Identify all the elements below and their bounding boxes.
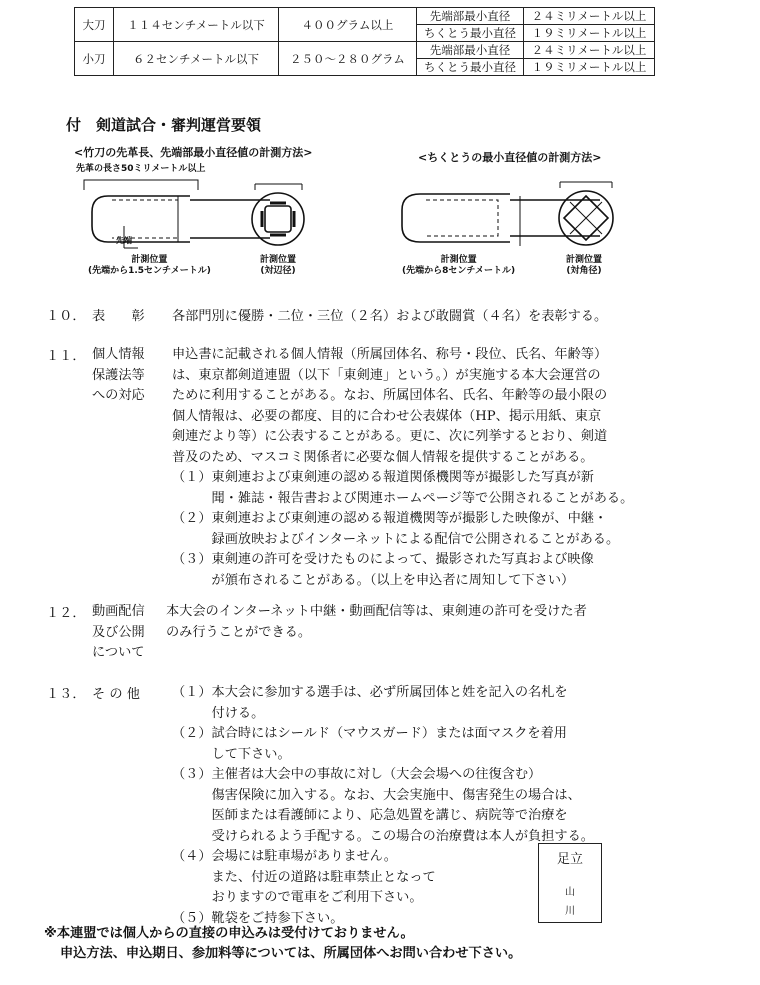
section-11-heading	[92, 345, 145, 407]
body-line: 聞・雑誌・報告書および関連ホームページ等で公開されることがある。	[172, 490, 634, 506]
body-line: （４）会場には駐車場がありません。	[172, 849, 397, 864]
section-10-body: 各部門別に優勝・二位・三位（２名）および敢闘賞（４名）を表彰する。	[172, 309, 608, 324]
right-position-a: 計測位置 (先端から8センチメートル)	[402, 255, 516, 276]
body-line: （２）試合時にはシールド（マウスガード）または面マスクを着用	[172, 726, 567, 741]
row-d2-value: １９ミリメートル以上	[524, 59, 655, 76]
row-length: ６２センチメートル以下	[114, 42, 279, 76]
body-line: 医師または看護師により、応急処置を講じ、病院等で治療を	[172, 808, 568, 823]
section-12-heading	[92, 602, 145, 664]
row-d1-label: 先端部最小直径	[417, 42, 524, 59]
section-13-number: １３．	[46, 687, 86, 702]
heading-line: 個人情報	[92, 347, 145, 362]
spec-table	[74, 7, 655, 76]
section-11-body	[172, 345, 633, 591]
body-line: 付ける。	[172, 705, 265, 721]
body-line: （２）東剣連および東剣連の認める報道機関等が撮影した映像が、中継・	[172, 511, 608, 526]
shinai-tip-outline	[92, 196, 190, 242]
row-d1-label: 先端部最小直径	[417, 8, 524, 25]
left-position-b: 計測位置 (対辺径)	[260, 255, 297, 276]
section-11-number: １１．	[46, 349, 86, 364]
heading-line: 動画配信	[92, 604, 145, 619]
section-10-heading: 表 彰	[92, 309, 145, 324]
body-line: （３）東剣連の許可を受けたものによって、撮影された写真および映像	[172, 552, 594, 567]
right-figure-caption: <ちくとうの最小直径値の計測方法>	[418, 151, 602, 164]
body-line: （３）主催者は大会中の事故に対し（大会会場への往復含む）	[172, 767, 542, 782]
stamp-bot: 川	[565, 906, 575, 917]
body-line: （５）靴袋をご持参下さい。	[172, 910, 344, 926]
measurement-diagram	[80, 176, 730, 258]
section-12-number: １２．	[46, 606, 86, 621]
left-figure-note: 先革の長さ50ミリメートル以上	[76, 164, 206, 174]
row-d1-value: ２４ミリメートル以上	[524, 42, 655, 59]
row-d2-label: ちくとう最小直径	[417, 59, 524, 76]
table-row	[75, 8, 655, 25]
heading-line: 保護法等	[92, 367, 145, 383]
stamp-box	[538, 843, 602, 923]
row-weight: ２５０～２８０グラム	[279, 42, 417, 76]
left-figure-caption: <竹刀の先革長、先端部最小直径値の計測方法>	[74, 146, 313, 159]
body-line: 受けられるよう手配する。この場合の治療費は本人が負担する。	[172, 828, 594, 844]
body-line: 本大会のインターネット中継・動画配信等は、東剣連の許可を受けた者	[166, 604, 587, 619]
row-d1-value: ２４ミリメートル以上	[524, 8, 655, 25]
table-row	[75, 42, 655, 59]
body-line: （１）本大会に参加する選手は、必ず所属団体と姓を記入の名札を	[172, 685, 568, 700]
body-line: 録画放映およびインターネットによる配信で公開されることがある。	[172, 531, 620, 547]
body-line: は、東京都剣道連盟（以下「東剣連」という。）が実施する本大会運営の	[172, 367, 601, 383]
row-length: １１４センチメートル以下	[114, 8, 279, 42]
row-d2-value: １９ミリメートル以上	[524, 25, 655, 42]
body-line: して下さい。	[172, 746, 291, 762]
section-10-number: １０．	[46, 309, 86, 324]
body-line: 普及のため、マスコミ関係者に必要な個人情報を提供することがある。	[172, 449, 594, 465]
heading-line: について	[92, 645, 145, 660]
body-line: 剣連だより等）に公表することがある。更に、次に列挙するとおり、剣道	[172, 429, 608, 444]
stamp-mid: 山	[565, 887, 575, 898]
section-13-body	[172, 683, 594, 929]
body-line: また、付近の道路は駐車禁止となって	[172, 869, 436, 885]
section-13-heading: そ の 他	[92, 687, 140, 702]
body-line: 個人情報は、必要の都度、目的に合わせ公表媒体（HP、掲示用紙、東京	[172, 408, 602, 424]
row-name: 小刀	[75, 42, 114, 76]
section-12-body	[166, 602, 587, 643]
appendix-title: 付 剣道試合・審判運営要領	[66, 116, 262, 134]
footer-inquiry: 申込方法、申込期日、参加料等については、所属団体へお問い合わせ下さい。	[60, 946, 522, 961]
body-line: おりますので電車をご利用下さい。	[172, 890, 423, 905]
body-line: が頒布されることがある。（以上を申込者に周知して下さい）	[172, 572, 575, 588]
left-tip-mark	[116, 236, 132, 245]
body-line: （１）東剣連および東剣連の認める報道関係機関等が撮影した写真が新	[172, 470, 594, 485]
body-line: 傷害保険に加入する。なお、大会実施中、傷害発生の場合は、	[172, 787, 581, 803]
heading-line: 及び公開	[92, 624, 145, 640]
tip-mark-text: 先端	[116, 236, 132, 245]
body-line: ために利用することがある。なお、所属団体名、氏名、年齢等の最小限の	[172, 388, 608, 403]
right-position-b: 計測位置 (対角径)	[566, 255, 603, 276]
body-line: 申込書に記載される個人情報（所属団体名、称号・段位、氏名、年齢等）	[172, 347, 608, 362]
left-position-a: 計測位置 (先端から1.5センチメートル)	[88, 255, 211, 276]
body-line: のみ行うことができる。	[166, 624, 312, 640]
footer-notice: ※本連盟では個人からの直接の申込みは受付けておりません。	[44, 926, 414, 941]
row-d2-label: ちくとう最小直径	[417, 25, 524, 42]
row-weight: ４００グラム以上	[279, 8, 417, 42]
stamp-top: 足立	[556, 852, 583, 867]
row-name: 大刀	[75, 8, 114, 42]
heading-line: への対応	[92, 388, 145, 403]
